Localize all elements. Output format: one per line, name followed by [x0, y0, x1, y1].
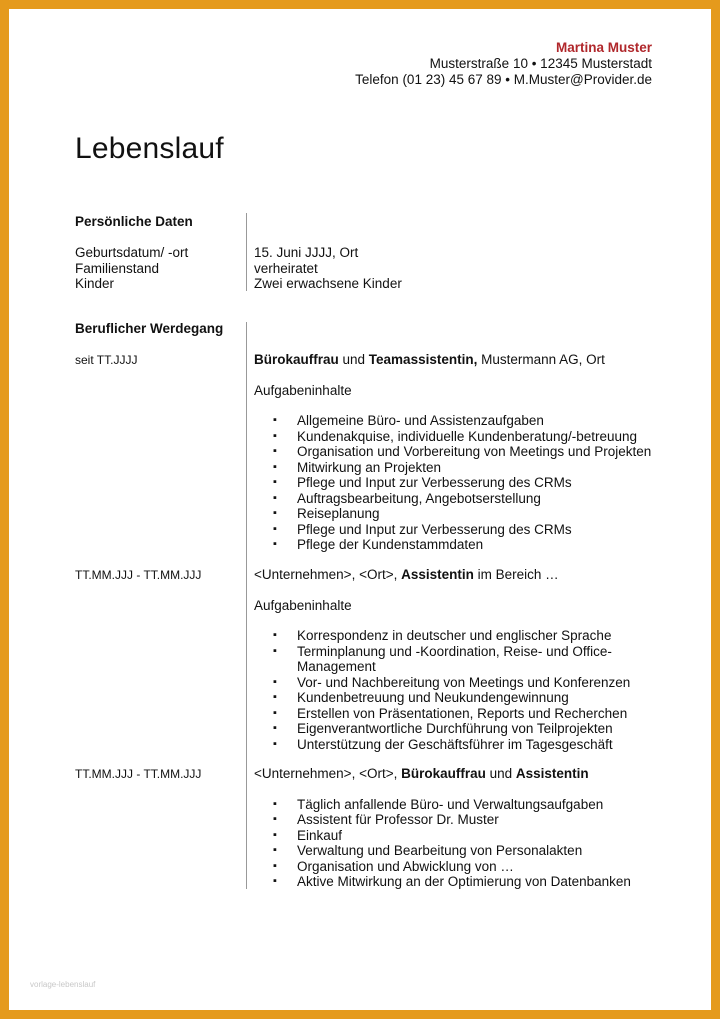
- task-item: [254, 537, 664, 553]
- personal-data-table: [75, 245, 402, 292]
- task-item: [254, 460, 664, 476]
- task-item: [254, 413, 664, 429]
- task-text: Organisation und Abwicklung von …: [297, 858, 514, 874]
- column-divider-career: [246, 322, 247, 889]
- task-item: [254, 690, 664, 706]
- entry-title-text: und: [485, 766, 516, 781]
- applicant-contact: Telefon (01 23) 45 67 89 • M.Muster@Provider.de: [355, 72, 652, 87]
- task-text: Assistent für Professor Dr. Muster: [297, 812, 499, 827]
- entry-body: [254, 766, 664, 890]
- bullet-icon: ▪: [273, 522, 277, 535]
- entry-body: [254, 352, 664, 553]
- section-heading-career: Beruflicher Werdegang: [75, 321, 224, 336]
- task-text: Eigenverantwortliche Durchführung von Teilprojekten: [297, 721, 613, 736]
- task-text: Pflege und Input zur Verbesserung des CRMs: [297, 521, 572, 537]
- personal-value: 15. Juni JJJJ, Ort: [254, 245, 359, 260]
- bullet-icon: ▪: [273, 491, 277, 504]
- footer-watermark: vorlage-lebenslauf: [30, 980, 96, 989]
- personal-row: [75, 245, 402, 261]
- task-item: [254, 675, 664, 691]
- bullet-icon: ▪: [273, 737, 277, 750]
- bullet-icon: ▪: [273, 691, 277, 703]
- entry-subheading: Aufgabeninhalte: [254, 597, 352, 613]
- contact-header: [355, 40, 652, 88]
- task-item: [254, 874, 664, 890]
- entry-title: [254, 766, 664, 782]
- bullet-icon: ▪: [273, 414, 277, 426]
- entry-title: [254, 567, 664, 583]
- entry-title-strong: Assistentin: [515, 766, 589, 781]
- task-item: [254, 737, 664, 753]
- entry-subheading: Aufgabeninhalte: [254, 382, 352, 398]
- personal-value: Zwei erwachsene Kinder: [254, 276, 402, 291]
- task-text: Pflege und Input zur Verbesserung des CRMs: [297, 475, 572, 490]
- entry-body: [254, 567, 664, 752]
- task-text: Terminplanung und -Koordination, Reise- und Office-Management: [297, 643, 612, 674]
- personal-label: Familienstand: [75, 260, 160, 276]
- task-item: [254, 706, 664, 722]
- task-text: Reiseplanung: [297, 506, 380, 521]
- task-item: [254, 475, 664, 491]
- entry-title-strong: Teamassistentin,: [368, 352, 478, 367]
- bullet-icon: ▪: [273, 629, 277, 641]
- entry-title-text: Mustermann AG, Ort: [477, 352, 605, 367]
- task-list: [254, 413, 664, 553]
- task-item: [254, 444, 664, 460]
- task-text: Verwaltung und Bearbeitung von Personalakten: [297, 843, 583, 858]
- entry-date: TT.MM.JJJ - TT.MM.JJJ: [75, 568, 202, 582]
- task-item: [254, 506, 664, 522]
- bullet-icon: ▪: [273, 706, 277, 719]
- task-item: [254, 859, 664, 875]
- bullet-icon: ▪: [273, 828, 277, 841]
- task-text: Aktive Mitwirkung an der Optimierung von Datenbanken: [297, 874, 631, 889]
- task-item: [254, 828, 664, 844]
- personal-label: Kinder: [75, 276, 115, 291]
- personal-label: Geburtsdatum/ -ort: [75, 245, 189, 260]
- task-item: [254, 628, 664, 644]
- personal-value: verheiratet: [254, 260, 318, 276]
- task-item: [254, 522, 664, 538]
- entry-title-text: <Unternehmen>, <Ort>,: [254, 766, 402, 781]
- entry-title-text: im Bereich …: [473, 567, 559, 582]
- bullet-icon: ▪: [273, 875, 277, 887]
- task-item: [254, 429, 664, 445]
- bullet-icon: ▪: [273, 476, 277, 488]
- task-text: Auftragsbearbeitung, Angebotserstellung: [297, 490, 541, 506]
- bullet-icon: ▪: [273, 429, 277, 442]
- task-text: Allgemeine Büro- und Assistenzaufgaben: [297, 413, 544, 428]
- task-text: Pflege der Kundenstammdaten: [297, 537, 484, 552]
- applicant-address: Musterstraße 10 • 12345 Musterstadt: [429, 56, 652, 71]
- bullet-icon: ▪: [273, 445, 277, 457]
- bullet-icon: ▪: [273, 813, 277, 825]
- bullet-icon: ▪: [273, 644, 277, 657]
- task-text: Organisation und Vorbereitung von Meetings und Projekten: [297, 444, 652, 459]
- applicant-name: Martina Muster: [555, 40, 652, 55]
- entry-title: [254, 352, 664, 368]
- bullet-icon: ▪: [273, 859, 277, 872]
- task-text: Kundenakquise, individuelle Kundenberatung/-betreuung: [297, 428, 638, 444]
- task-list: [254, 797, 664, 890]
- personal-row: [75, 276, 402, 292]
- bullet-icon: ▪: [273, 460, 277, 473]
- entry-title-strong: Bürokauffrau: [401, 766, 486, 781]
- document-title: Lebenslauf: [75, 132, 224, 165]
- task-item: [254, 721, 664, 737]
- task-text: Mitwirkung an Projekten: [297, 459, 442, 475]
- bullet-icon: ▪: [273, 507, 277, 519]
- task-text: Einkauf: [297, 827, 343, 843]
- task-item: [254, 491, 664, 507]
- task-text: Unterstützung der Geschäftsführer im Tagesgeschäft: [297, 736, 613, 752]
- entry-date: TT.MM.JJJ - TT.MM.JJJ: [75, 767, 202, 781]
- personal-row: [75, 261, 402, 277]
- task-text: Kundenbetreuung und Neukundengewinnung: [297, 690, 569, 705]
- task-item: [254, 843, 664, 859]
- bullet-icon: ▪: [273, 797, 277, 810]
- task-item: [254, 644, 664, 675]
- entry-title-strong: Bürokauffrau: [254, 352, 339, 367]
- entry-date: seit TT.JJJJ: [75, 353, 138, 367]
- task-text: Vor- und Nachbereitung von Meetings und Konferenzen: [297, 674, 631, 690]
- entry-title-text: und: [338, 352, 369, 367]
- task-item: [254, 812, 664, 828]
- entry-title-text: <Unternehmen>, <Ort>,: [254, 567, 402, 582]
- task-text: Täglich anfallende Büro- und Verwaltungsaufgaben: [297, 796, 604, 812]
- bullet-icon: ▪: [273, 844, 277, 856]
- task-list: [254, 628, 664, 752]
- entry-title-strong: Assistentin: [401, 567, 474, 582]
- task-text: Korrespondenz in deutscher und englischer Sprache: [297, 628, 612, 643]
- section-heading-personal: Persönliche Daten: [75, 214, 193, 229]
- bullet-icon: ▪: [273, 722, 277, 734]
- bullet-icon: ▪: [273, 538, 277, 550]
- task-text: Erstellen von Präsentationen, Reports und Recherchen: [297, 705, 628, 721]
- task-item: [254, 797, 664, 813]
- bullet-icon: ▪: [273, 675, 277, 688]
